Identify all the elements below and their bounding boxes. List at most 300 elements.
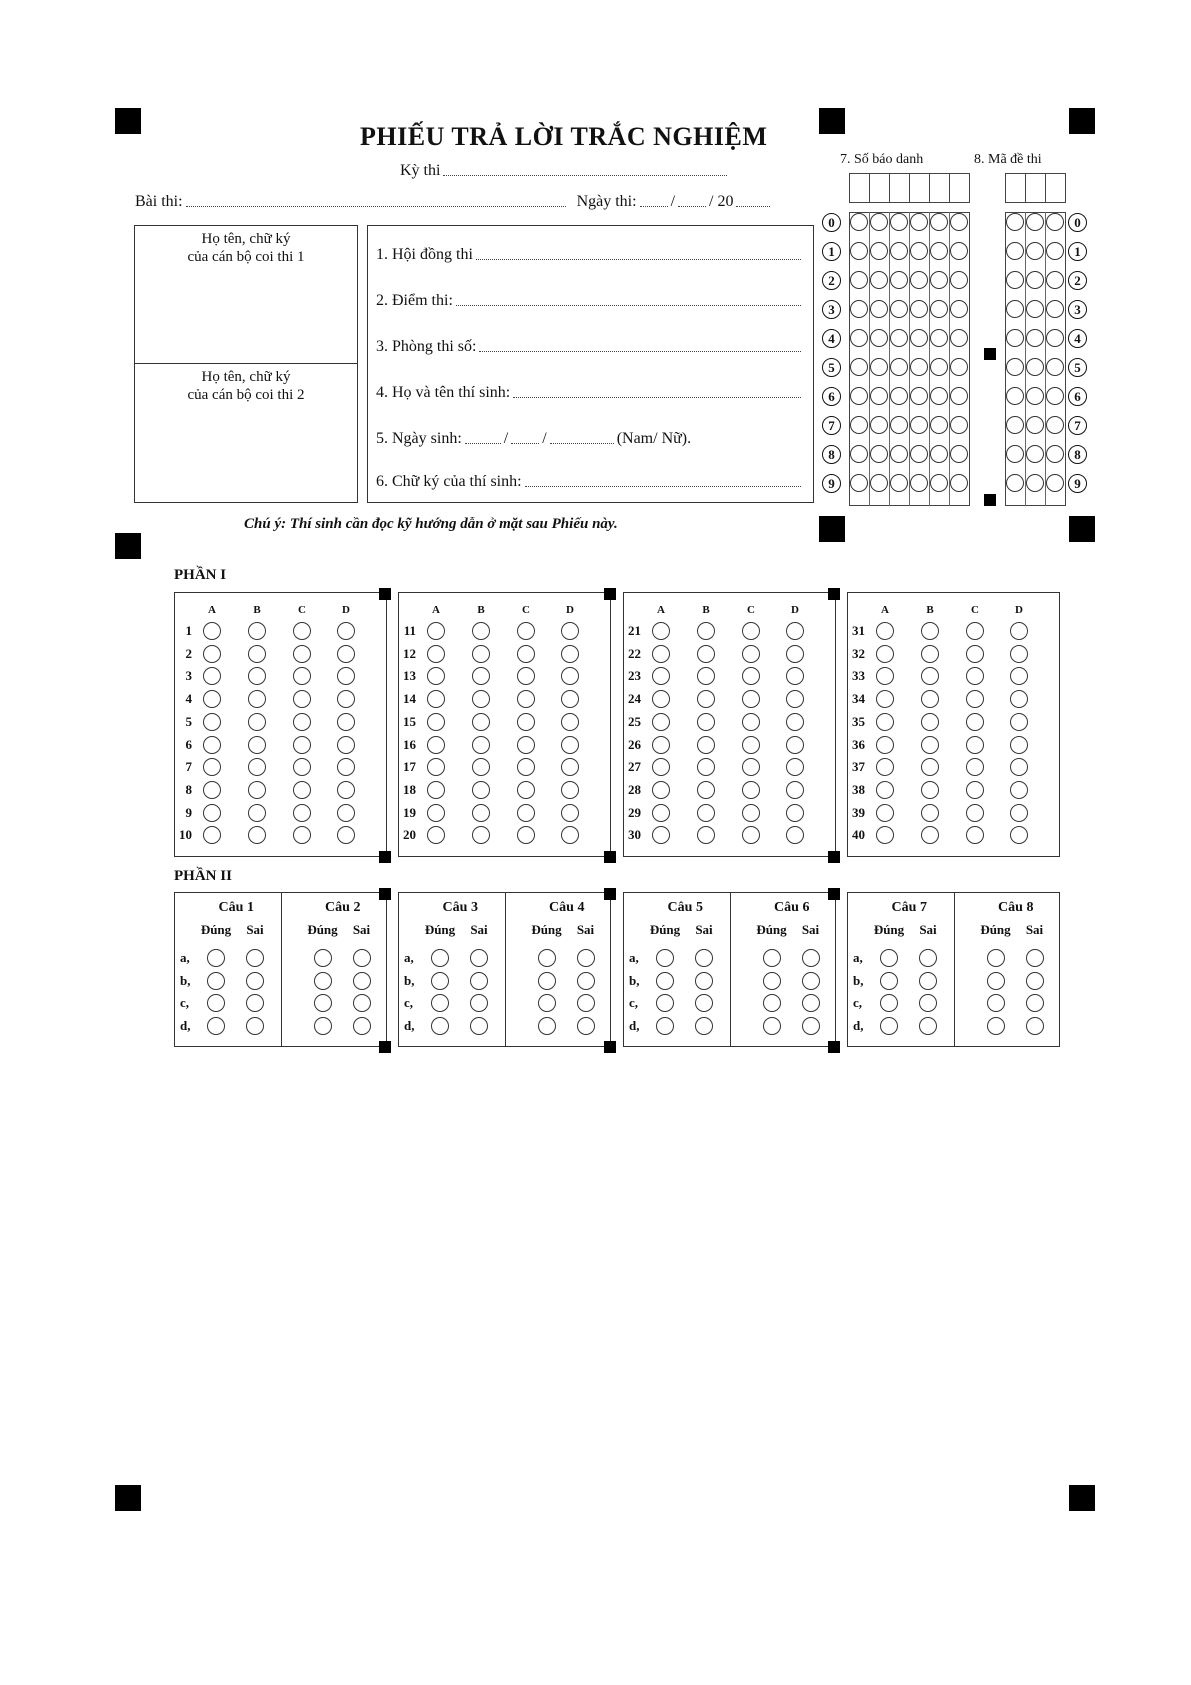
- exam-code-bubble[interactable]: [1026, 358, 1044, 376]
- false-bubble[interactable]: [577, 1017, 595, 1035]
- info-field-room[interactable]: [376, 338, 801, 356]
- answer-bubble[interactable]: [561, 645, 579, 663]
- answer-bubble[interactable]: [248, 622, 266, 640]
- student-id-bubble[interactable]: [850, 474, 868, 492]
- false-label: Sai: [695, 922, 713, 937]
- answer-bubble[interactable]: [742, 645, 760, 663]
- student-id-bubble[interactable]: [930, 358, 948, 376]
- student-id-bubble[interactable]: [890, 300, 908, 318]
- student-id-bubble[interactable]: [890, 445, 908, 463]
- false-bubble[interactable]: [577, 972, 595, 990]
- answer-bubble[interactable]: [876, 690, 894, 708]
- student-id-bubble[interactable]: [950, 242, 968, 260]
- false-bubble[interactable]: [802, 972, 820, 990]
- answer-bubble[interactable]: [561, 690, 579, 708]
- answer-bubble[interactable]: [203, 804, 221, 822]
- student-id-bubble[interactable]: [870, 387, 888, 405]
- info-field-birthdate[interactable]: [376, 430, 691, 448]
- true-bubble[interactable]: [987, 972, 1005, 990]
- true-bubble[interactable]: [763, 1017, 781, 1035]
- exam-code-bubble[interactable]: [1006, 416, 1024, 434]
- answer-bubble[interactable]: [427, 645, 445, 663]
- answer-bubble[interactable]: [697, 736, 715, 754]
- exam-code-bubble[interactable]: [1026, 271, 1044, 289]
- student-id-bubble[interactable]: [890, 213, 908, 231]
- answer-bubble[interactable]: [337, 690, 355, 708]
- exam-code-bubble[interactable]: [1026, 300, 1044, 318]
- exam-code-bubble[interactable]: [1026, 242, 1044, 260]
- answer-bubble[interactable]: [517, 736, 535, 754]
- answer-bubble[interactable]: [337, 622, 355, 640]
- student-id-bubble[interactable]: [870, 242, 888, 260]
- student-id-bubble[interactable]: [950, 213, 968, 231]
- true-bubble[interactable]: [538, 994, 556, 1012]
- answer-bubble[interactable]: [472, 622, 490, 640]
- answer-bubble[interactable]: [1010, 690, 1028, 708]
- student-id-write-box[interactable]: [909, 173, 930, 203]
- student-id-bubble[interactable]: [910, 329, 928, 347]
- true-bubble[interactable]: [207, 972, 225, 990]
- answer-bubble[interactable]: [517, 690, 535, 708]
- student-id-bubble[interactable]: [850, 445, 868, 463]
- student-id-bubble[interactable]: [870, 358, 888, 376]
- answer-bubble[interactable]: [517, 781, 535, 799]
- student-id-bubble[interactable]: [870, 416, 888, 434]
- false-bubble[interactable]: [695, 994, 713, 1012]
- true-bubble[interactable]: [880, 972, 898, 990]
- answer-bubble[interactable]: [1010, 781, 1028, 799]
- answer-bubble[interactable]: [203, 736, 221, 754]
- true-bubble[interactable]: [538, 972, 556, 990]
- student-id-bubble[interactable]: [890, 329, 908, 347]
- answer-bubble[interactable]: [248, 804, 266, 822]
- answer-bubble[interactable]: [561, 713, 579, 731]
- student-id-bubble[interactable]: [950, 358, 968, 376]
- student-id-bubble[interactable]: [950, 300, 968, 318]
- info-field-fullname[interactable]: [376, 384, 801, 402]
- answer-bubble[interactable]: [786, 645, 804, 663]
- answer-bubble[interactable]: [293, 781, 311, 799]
- timing-marker: [379, 888, 391, 900]
- student-id-bubble[interactable]: [910, 474, 928, 492]
- question-header: Câu 2: [325, 900, 361, 915]
- info-field-council[interactable]: [376, 246, 801, 264]
- answer-bubble[interactable]: [427, 622, 445, 640]
- student-id-write-box[interactable]: [869, 173, 890, 203]
- false-bubble[interactable]: [695, 949, 713, 967]
- exam-code-bubble[interactable]: [1046, 445, 1064, 463]
- answer-bubble[interactable]: [1010, 713, 1028, 731]
- answer-bubble[interactable]: [966, 690, 984, 708]
- answer-bubble[interactable]: [248, 713, 266, 731]
- student-id-bubble[interactable]: [930, 213, 948, 231]
- false-bubble[interactable]: [470, 994, 488, 1012]
- answer-bubble[interactable]: [293, 645, 311, 663]
- answer-bubble[interactable]: [293, 804, 311, 822]
- answer-bubble[interactable]: [876, 645, 894, 663]
- false-bubble[interactable]: [246, 994, 264, 1012]
- true-bubble[interactable]: [987, 1017, 1005, 1035]
- exam-code-bubble[interactable]: [1006, 271, 1024, 289]
- answer-bubble[interactable]: [652, 690, 670, 708]
- student-id-bubble[interactable]: [850, 271, 868, 289]
- answer-bubble[interactable]: [966, 804, 984, 822]
- exam-code-bubble[interactable]: [1006, 300, 1024, 318]
- student-id-bubble[interactable]: [870, 445, 888, 463]
- student-id-bubble[interactable]: [930, 271, 948, 289]
- false-bubble[interactable]: [802, 994, 820, 1012]
- false-bubble[interactable]: [470, 949, 488, 967]
- answer-bubble[interactable]: [921, 713, 939, 731]
- info-field-candidate-signature[interactable]: [376, 473, 801, 491]
- false-bubble[interactable]: [919, 972, 937, 990]
- false-bubble[interactable]: [353, 972, 371, 990]
- answer-bubble[interactable]: [697, 645, 715, 663]
- option-header: C: [971, 604, 979, 616]
- false-bubble[interactable]: [919, 994, 937, 1012]
- false-bubble[interactable]: [246, 972, 264, 990]
- answer-bubble[interactable]: [697, 622, 715, 640]
- student-id-bubble[interactable]: [870, 329, 888, 347]
- student-id-bubble[interactable]: [930, 474, 948, 492]
- false-bubble[interactable]: [246, 1017, 264, 1035]
- answer-bubble[interactable]: [427, 690, 445, 708]
- false-bubble[interactable]: [695, 972, 713, 990]
- false-bubble[interactable]: [1026, 972, 1044, 990]
- answer-bubble[interactable]: [203, 690, 221, 708]
- answer-bubble[interactable]: [742, 736, 760, 754]
- student-id-bubble[interactable]: [850, 300, 868, 318]
- answer-bubble[interactable]: [652, 804, 670, 822]
- student-id-bubble[interactable]: [850, 213, 868, 231]
- true-bubble[interactable]: [538, 949, 556, 967]
- answer-bubble[interactable]: [1010, 736, 1028, 754]
- answer-bubble[interactable]: [248, 736, 266, 754]
- exam-code-bubble[interactable]: [1046, 271, 1064, 289]
- exam-code-bubble[interactable]: [1026, 445, 1044, 463]
- answer-bubble[interactable]: [517, 645, 535, 663]
- false-bubble[interactable]: [577, 949, 595, 967]
- false-bubble[interactable]: [1026, 1017, 1044, 1035]
- answer-bubble[interactable]: [652, 781, 670, 799]
- exam-code-bubble[interactable]: [1006, 445, 1024, 463]
- student-id-bubble[interactable]: [870, 213, 888, 231]
- exam-code-bubble[interactable]: [1046, 416, 1064, 434]
- answer-bubble[interactable]: [517, 622, 535, 640]
- true-bubble[interactable]: [763, 972, 781, 990]
- student-id-bubble[interactable]: [890, 387, 908, 405]
- digit-label-right: 1: [1068, 242, 1087, 261]
- answer-bubble[interactable]: [517, 713, 535, 731]
- answer-bubble[interactable]: [561, 622, 579, 640]
- answer-bubble[interactable]: [337, 736, 355, 754]
- student-id-bubble[interactable]: [890, 271, 908, 289]
- student-id-bubble[interactable]: [850, 416, 868, 434]
- student-id-bubble[interactable]: [950, 474, 968, 492]
- answer-bubble[interactable]: [921, 804, 939, 822]
- answer-bubble[interactable]: [921, 645, 939, 663]
- student-id-bubble[interactable]: [910, 271, 928, 289]
- answer-bubble[interactable]: [966, 645, 984, 663]
- exam-code-bubble[interactable]: [1026, 387, 1044, 405]
- digit-label-right: 5: [1068, 358, 1087, 377]
- student-id-write-box[interactable]: [929, 173, 950, 203]
- answer-bubble[interactable]: [472, 690, 490, 708]
- answer-bubble[interactable]: [203, 622, 221, 640]
- answer-bubble[interactable]: [248, 690, 266, 708]
- answer-bubble[interactable]: [786, 622, 804, 640]
- answer-bubble[interactable]: [921, 781, 939, 799]
- answer-bubble[interactable]: [652, 736, 670, 754]
- exam-code-bubble[interactable]: [1006, 358, 1024, 376]
- student-id-bubble[interactable]: [850, 329, 868, 347]
- answer-bubble[interactable]: [876, 622, 894, 640]
- false-bubble[interactable]: [470, 972, 488, 990]
- false-bubble[interactable]: [1026, 994, 1044, 1012]
- student-id-bubble[interactable]: [950, 445, 968, 463]
- answer-bubble[interactable]: [337, 645, 355, 663]
- answer-bubble[interactable]: [876, 804, 894, 822]
- true-bubble[interactable]: [763, 994, 781, 1012]
- student-id-bubble[interactable]: [890, 474, 908, 492]
- answer-bubble[interactable]: [1010, 645, 1028, 663]
- answer-bubble[interactable]: [337, 804, 355, 822]
- statement-label: b,: [180, 972, 191, 988]
- answer-bubble[interactable]: [652, 622, 670, 640]
- answer-bubble[interactable]: [472, 645, 490, 663]
- true-bubble[interactable]: [207, 949, 225, 967]
- answer-bubble[interactable]: [921, 736, 939, 754]
- student-id-bubble[interactable]: [890, 358, 908, 376]
- answer-bubble[interactable]: [966, 713, 984, 731]
- false-bubble[interactable]: [1026, 949, 1044, 967]
- exam-code-bubble[interactable]: [1046, 474, 1064, 492]
- true-bubble[interactable]: [207, 994, 225, 1012]
- exam-code-bubble[interactable]: [1046, 213, 1064, 231]
- answer-bubble[interactable]: [293, 622, 311, 640]
- student-id-bubble[interactable]: [910, 213, 928, 231]
- answer-bubble[interactable]: [966, 781, 984, 799]
- student-id-bubble[interactable]: [950, 329, 968, 347]
- exam-code-bubble[interactable]: [1026, 474, 1044, 492]
- true-bubble[interactable]: [987, 994, 1005, 1012]
- question-number: 39: [852, 804, 865, 820]
- false-bubble[interactable]: [919, 1017, 937, 1035]
- answer-bubble[interactable]: [786, 690, 804, 708]
- answer-bubble[interactable]: [427, 781, 445, 799]
- answer-bubble[interactable]: [876, 713, 894, 731]
- true-bubble[interactable]: [656, 972, 674, 990]
- answer-bubble[interactable]: [786, 713, 804, 731]
- exam-code-write-box[interactable]: [1025, 173, 1046, 203]
- answer-bubble[interactable]: [742, 781, 760, 799]
- statement-label: c,: [853, 995, 863, 1010]
- answer-bubble[interactable]: [248, 781, 266, 799]
- true-bubble[interactable]: [431, 972, 449, 990]
- answer-bubble[interactable]: [697, 713, 715, 731]
- exam-code-bubble[interactable]: [1026, 416, 1044, 434]
- student-id-bubble[interactable]: [930, 300, 948, 318]
- student-id-bubble[interactable]: [910, 300, 928, 318]
- student-id-bubble[interactable]: [870, 474, 888, 492]
- answer-bubble[interactable]: [697, 804, 715, 822]
- answer-bubble[interactable]: [293, 690, 311, 708]
- true-bubble[interactable]: [207, 1017, 225, 1035]
- student-id-bubble[interactable]: [910, 387, 928, 405]
- answer-bubble[interactable]: [203, 781, 221, 799]
- answer-bubble[interactable]: [786, 781, 804, 799]
- true-bubble[interactable]: [880, 994, 898, 1012]
- exam-code-bubble[interactable]: [1006, 213, 1024, 231]
- answer-bubble[interactable]: [966, 622, 984, 640]
- false-bubble[interactable]: [353, 1017, 371, 1035]
- false-bubble[interactable]: [470, 1017, 488, 1035]
- student-id-bubble[interactable]: [930, 445, 948, 463]
- exam-code-bubble[interactable]: [1026, 329, 1044, 347]
- false-bubble[interactable]: [246, 949, 264, 967]
- info-field-dots: [479, 351, 801, 352]
- student-id-bubble[interactable]: [890, 242, 908, 260]
- true-bubble[interactable]: [314, 972, 332, 990]
- student-id-bubble[interactable]: [910, 416, 928, 434]
- info-field-exam-site[interactable]: [376, 292, 801, 310]
- student-id-bubble[interactable]: [910, 358, 928, 376]
- true-bubble[interactable]: [656, 949, 674, 967]
- exam-date-year-dots: [736, 205, 770, 207]
- exam-code-bubble[interactable]: [1006, 474, 1024, 492]
- answer-bubble[interactable]: [472, 804, 490, 822]
- answer-bubble[interactable]: [921, 622, 939, 640]
- true-bubble[interactable]: [431, 1017, 449, 1035]
- answer-bubble[interactable]: [1010, 804, 1028, 822]
- student-id-write-box[interactable]: [949, 173, 970, 203]
- student-id-bubble[interactable]: [850, 387, 868, 405]
- exam-code-bubble[interactable]: [1046, 387, 1064, 405]
- true-bubble[interactable]: [314, 994, 332, 1012]
- answer-bubble[interactable]: [517, 804, 535, 822]
- student-id-bubble[interactable]: [950, 416, 968, 434]
- false-bubble[interactable]: [802, 949, 820, 967]
- answer-bubble[interactable]: [427, 713, 445, 731]
- info-field-label: 6. Chữ ký của thí sinh:: [376, 473, 522, 490]
- answer-bubble[interactable]: [786, 736, 804, 754]
- answer-bubble[interactable]: [561, 781, 579, 799]
- student-id-bubble[interactable]: [870, 300, 888, 318]
- birth-sep: /: [542, 430, 547, 447]
- exam-code-write-box[interactable]: [1045, 173, 1066, 203]
- exam-code-bubble[interactable]: [1006, 242, 1024, 260]
- student-id-bubble[interactable]: [930, 329, 948, 347]
- answer-bubble[interactable]: [293, 713, 311, 731]
- answer-bubble[interactable]: [203, 713, 221, 731]
- answer-bubble[interactable]: [427, 804, 445, 822]
- answer-bubble[interactable]: [337, 713, 355, 731]
- true-bubble[interactable]: [880, 1017, 898, 1035]
- exam-code-write-box[interactable]: [1005, 173, 1026, 203]
- answer-bubble[interactable]: [786, 804, 804, 822]
- answer-bubble[interactable]: [697, 781, 715, 799]
- answer-bubble[interactable]: [876, 781, 894, 799]
- student-id-bubble[interactable]: [870, 271, 888, 289]
- true-bubble[interactable]: [987, 949, 1005, 967]
- true-bubble[interactable]: [431, 994, 449, 1012]
- question-header: Câu 4: [549, 900, 585, 915]
- answer-bubble[interactable]: [876, 736, 894, 754]
- student-id-bubble[interactable]: [910, 445, 928, 463]
- true-bubble[interactable]: [314, 949, 332, 967]
- false-bubble[interactable]: [353, 994, 371, 1012]
- answer-bubble[interactable]: [472, 736, 490, 754]
- exam-code-bubble[interactable]: [1046, 329, 1064, 347]
- answer-bubble[interactable]: [742, 804, 760, 822]
- student-id-bubble[interactable]: [850, 358, 868, 376]
- exam-code-bubble[interactable]: [1046, 242, 1064, 260]
- answer-bubble[interactable]: [742, 713, 760, 731]
- true-bubble[interactable]: [880, 949, 898, 967]
- answer-bubble[interactable]: [337, 781, 355, 799]
- answer-bubble[interactable]: [203, 645, 221, 663]
- answer-bubble[interactable]: [293, 736, 311, 754]
- student-id-write-box[interactable]: [889, 173, 910, 203]
- exam-code-bubble[interactable]: [1006, 387, 1024, 405]
- student-id-bubble[interactable]: [950, 271, 968, 289]
- digit-label-left: 0: [822, 213, 841, 232]
- answer-bubble[interactable]: [472, 781, 490, 799]
- false-bubble[interactable]: [577, 994, 595, 1012]
- exam-code-bubble[interactable]: [1046, 300, 1064, 318]
- answer-bubble[interactable]: [742, 690, 760, 708]
- student-id-bubble[interactable]: [930, 387, 948, 405]
- student-id-write-box[interactable]: [849, 173, 870, 203]
- answer-bubble[interactable]: [248, 645, 266, 663]
- exam-code-bubble[interactable]: [1046, 358, 1064, 376]
- true-bubble[interactable]: [431, 949, 449, 967]
- student-id-bubble[interactable]: [910, 242, 928, 260]
- invigilator-1-line1: Họ tên, chữ ký: [201, 231, 291, 247]
- answer-bubble[interactable]: [561, 804, 579, 822]
- answer-bubble[interactable]: [652, 713, 670, 731]
- answer-bubble[interactable]: [697, 690, 715, 708]
- candidate-info-box: [367, 225, 814, 503]
- student-id-bubble[interactable]: [930, 416, 948, 434]
- student-id-bubble[interactable]: [850, 242, 868, 260]
- answer-bubble[interactable]: [1010, 622, 1028, 640]
- exam-code-bubble[interactable]: [1026, 213, 1044, 231]
- false-bubble[interactable]: [695, 1017, 713, 1035]
- false-bubble[interactable]: [919, 949, 937, 967]
- true-bubble[interactable]: [763, 949, 781, 967]
- answer-bubble[interactable]: [652, 645, 670, 663]
- answer-bubble[interactable]: [427, 736, 445, 754]
- student-id-bubble[interactable]: [930, 242, 948, 260]
- answer-bubble[interactable]: [561, 736, 579, 754]
- timing-marker: [379, 588, 391, 600]
- answer-bubble[interactable]: [966, 736, 984, 754]
- answer-bubble[interactable]: [742, 622, 760, 640]
- timing-marker: [115, 533, 141, 559]
- answer-bubble[interactable]: [921, 690, 939, 708]
- student-id-bubble[interactable]: [890, 416, 908, 434]
- exam-code-bubble[interactable]: [1006, 329, 1024, 347]
- true-bubble[interactable]: [656, 994, 674, 1012]
- true-bubble[interactable]: [656, 1017, 674, 1035]
- true-bubble[interactable]: [538, 1017, 556, 1035]
- student-id-bubble[interactable]: [950, 387, 968, 405]
- false-bubble[interactable]: [353, 949, 371, 967]
- false-bubble[interactable]: [802, 1017, 820, 1035]
- true-bubble[interactable]: [314, 1017, 332, 1035]
- answer-bubble[interactable]: [472, 713, 490, 731]
